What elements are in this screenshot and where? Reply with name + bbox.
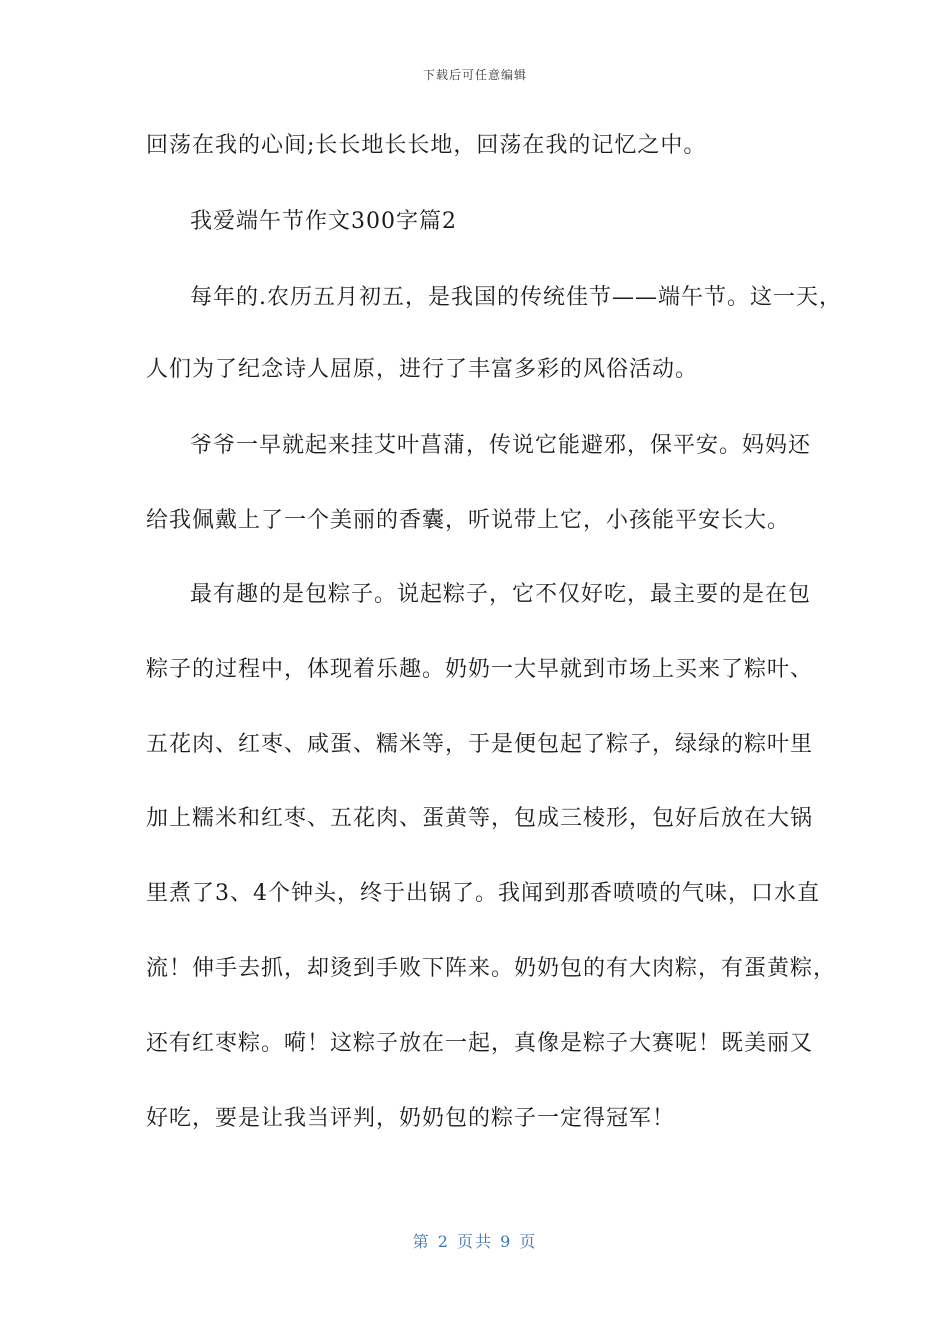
- paragraph-line: 给我佩戴上了一个美丽的香囊，听说带上它，小孩能平安长大。: [146, 508, 791, 533]
- section-heading: 我爱端午节作文300字篇2: [190, 209, 457, 234]
- paragraph-line: 还有红枣粽。嗬！这粽子放在一起，真像是粽子大赛呢！既美丽又: [146, 1031, 814, 1056]
- page-header-note: 下载后可任意编辑: [422, 68, 527, 82]
- page-number: [0, 1229, 950, 1252]
- paragraph-line: 爷爷一早就起来挂艾叶菖蒲，传说它能避邪，保平安。妈妈还: [190, 433, 812, 458]
- paragraph-line: 人们为了纪念诗人屈原，进行了丰富多彩的风俗活动。: [146, 357, 699, 382]
- paragraph-line: 好吃，要是让我当评判，奶奶包的粽子一定得冠军！: [146, 1106, 676, 1131]
- paragraph-line: 流！伸手去抓，却烫到手败下阵来。奶奶包的有大肉粽，有蛋黄粽，: [146, 956, 837, 981]
- page-number-text: 第 2 页共 9 页: [412, 1232, 538, 1251]
- paragraph-line: 每年的.农历五月初五，是我国的传统佳节——端午节。这一天，: [190, 285, 842, 310]
- paragraph-line: 回荡在我的心间;长长地长长地，回荡在我的记忆之中。: [146, 133, 707, 158]
- paragraph-line: 最有趣的是包粽子。说起粽子，它不仅好吃，最主要的是在包: [190, 582, 812, 607]
- paragraph-line: 五花肉、红枣、咸蛋、糯米等，于是便包起了粽子，绿绿的粽叶里: [146, 732, 814, 757]
- paragraph-line: 加上糯米和红枣、五花肉、蛋黄等，包成三棱形，包好后放在大锅: [146, 806, 814, 831]
- paragraph-line: 粽子的过程中，体现着乐趣。奶奶一大早就到市场上买来了粽叶、: [146, 657, 814, 682]
- paragraph-line: 里煮了3、4个钟头，终于出锅了。我闻到那香喷喷的气味，口水直: [146, 881, 820, 906]
